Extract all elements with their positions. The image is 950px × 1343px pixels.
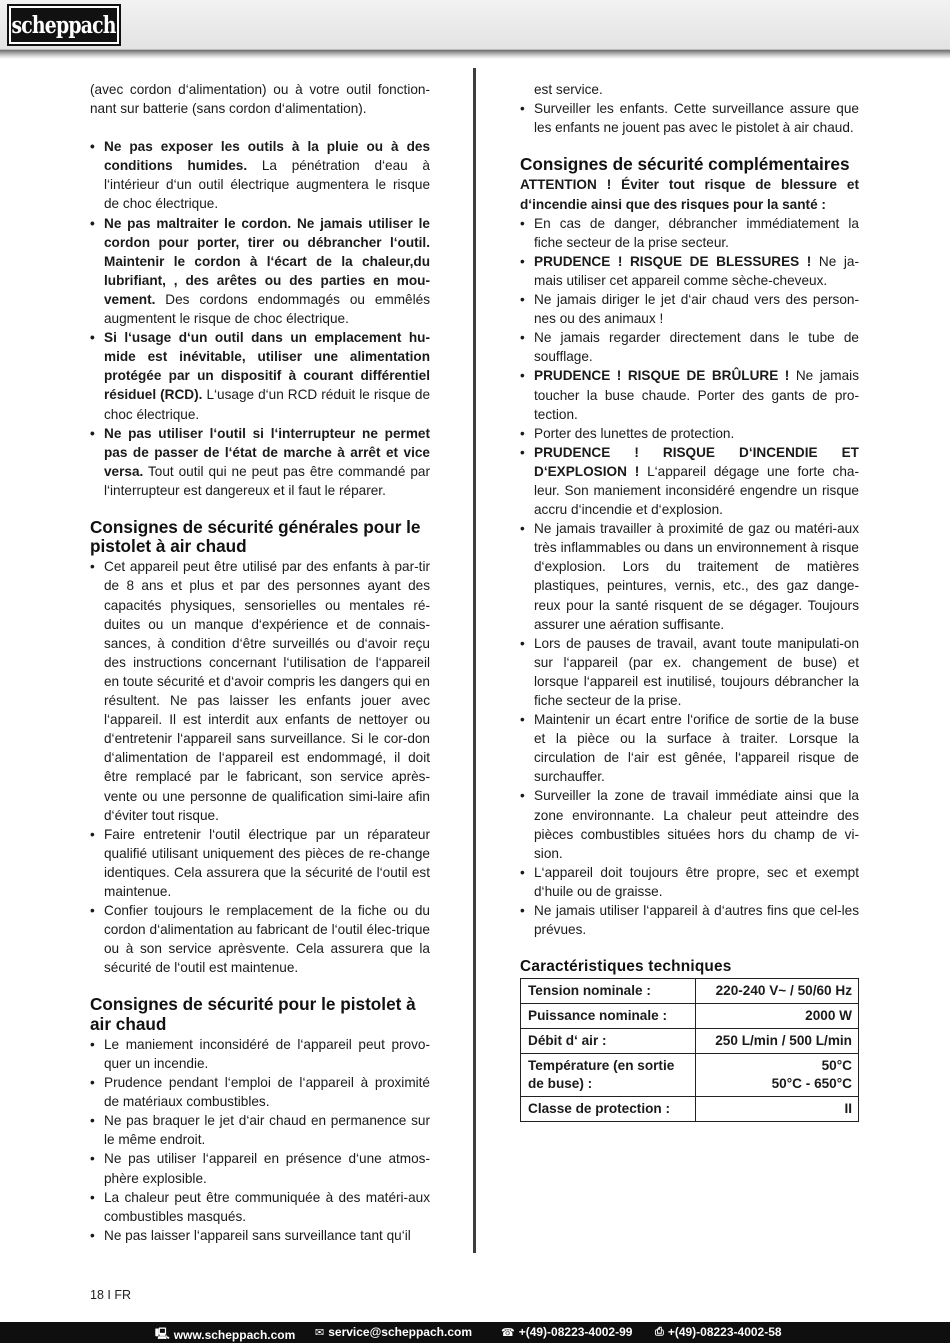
spec-value: II — [696, 1097, 859, 1122]
list-item: • Ne pas braquer le jet d‘air chaud en permanence sur le même endroit. — [90, 1111, 430, 1149]
specs-heading: Caractéristiques techniques — [520, 958, 732, 976]
section-heading-complementary: Consignes de sécurité complémentaires — [520, 154, 850, 175]
list-item: • L‘appareil doit toujours être propre, sec et exempt d‘huile ou de graisse. — [520, 863, 859, 901]
spec-label: Température (en sortie de buse) : — [521, 1054, 696, 1097]
warning-text: ATTENTION ! Éviter tout risque de blessure et d‘incendie ainsi que des risques pour la santé : — [520, 177, 859, 212]
list-item: • Ne pas utiliser l‘appareil en présence d‘une atmos-phère explosible. — [90, 1149, 430, 1187]
fax-text: +(49)-08223-4002-58 — [667, 1325, 782, 1339]
list-item: • Confier toujours le remplacement de la fiche ou du cordon d‘alimentation au fabricant de l‘outil élec-trique ou à son service aprèsvente. Cela assurera que la sécurité de l‘outil est maintenue. — [90, 901, 430, 977]
spec-label: Puissance nominale : — [521, 1004, 696, 1029]
list-item: • Ne pas exposer les outils à la pluie ou à des conditions humides. La pénétration d‘eau à l‘intérieur d‘un outil électrique augmentera le risque de choc électrique. — [90, 137, 430, 213]
email-text: service@scheppach.com — [328, 1325, 472, 1339]
list-item: • La chaleur peut être communiquée à des matéri-aux combustibles masqués. — [90, 1188, 430, 1226]
table-row — [521, 1029, 859, 1054]
list-item: • Ne jamais diriger le jet d‘air chaud vers des person-nes ou des animaux ! — [520, 290, 859, 328]
list-item: • Cet appareil peut être utilisé par des enfants à par-tir de 8 ans et plus et par des personnes ayant des capacités physiques, sensorielles ou mentales ré-duites ou un manque d‘expérience et de connais-sances, à condition d‘être surveillés ou d‘avoir reçu des instructions concernant l‘utilisation de l‘appareil en toute sécurité et d‘avoir compris les dangers qui en résultent. Ne pas laisser les enfants jouer avec l‘appareil. Il est interdit aux enfants de nettoyer ou d‘entretenir l‘appareil sans surveillance. Si le cor-don d‘alimentation de l‘appareil est endommagé, il doit être remplacé par le fabricant, son service après-vente ou une personne de qualification simi-laire afin d‘éviter tout risque. — [90, 557, 430, 824]
section-heading-heat-gun: Consignes de sécurité pour le pistolet à air chaud — [90, 994, 416, 1034]
page-footer — [0, 1322, 950, 1343]
list-item: • Lors de pauses de travail, avant toute manipulati-on sur l‘appareil (par ex. changement de buse) et lorsque l‘appareil est inutilisé, toujours débrancher la fiche secteur de la prise. — [520, 634, 859, 710]
spec-value: 220-240 V~ / 50/60 Hz — [696, 979, 859, 1004]
continued-text: est service. — [534, 82, 603, 97]
list-item: • Ne jamais travailler à proximité de gaz ou matéri-aux très inflammables ou dans un environnement à risque d‘explosion. Lors du traitement de matières plastiques, peintures, vernis, etc., des gaz dange-reux pour la santé risquent de se dégager. Toujours assurer une aération suffisante. — [520, 519, 859, 634]
electrical-safety-list — [90, 137, 430, 500]
fax-icon: ⎙ — [655, 1325, 664, 1338]
complementary-safety-list — [520, 214, 859, 940]
table-row — [521, 1097, 859, 1122]
list-item: • PRUDENCE ! RISQUE D‘INCENDIE ET D‘EXPLOSION ! L‘appareil dégage une forte cha-leur. Son maniement inconsidéré engendre un risque accru d‘incendie et d‘explosion. — [520, 443, 859, 519]
children-list — [520, 99, 859, 137]
spec-value-line: 50°C - 650°C — [771, 1076, 852, 1092]
right-column — [520, 80, 859, 1122]
list-item: • Porter des lunettes de protection. — [520, 424, 859, 443]
page-header — [0, 0, 950, 50]
list-item: • PRUDENCE ! RISQUE DE BLESSURES ! Ne ja-mais utiliser cet appareil comme sèche-cheveux. — [520, 252, 859, 290]
list-item: • Surveiller les enfants. Cette surveillance assure que les enfants ne jouent pas avec le pistolet à air chaud. — [520, 99, 859, 137]
scheppach-logo — [7, 4, 121, 46]
list-item: • En cas de danger, débrancher immédiatement la fiche secteur de la prise secteur. — [520, 214, 859, 252]
column-divider — [473, 68, 476, 1253]
list-item: • Ne pas maltraiter le cordon. Ne jamais utiliser le cordon pour porter, tirer ou débrancher l‘outil. Maintenir le cordon à l‘écart de la chaleur,du lubrifiant, , des arêtes ou des parties en mou-vement. Des cordons endommagés ou emmêlés augmentent le risque de choc électrique. — [90, 214, 430, 329]
table-row — [521, 1004, 859, 1029]
footer-phone[interactable] — [501, 1325, 632, 1339]
list-item: • Faire entretenir l‘outil électrique par un réparateur qualifié utilisant uniquement des pièces de re-change identiques. Cela assurera que la sécurité de l‘outil est maintenue. — [90, 825, 430, 901]
footer-fax[interactable] — [655, 1325, 782, 1339]
list-item: • Ne jamais regarder directement dans le tube de soufflage. — [520, 328, 859, 366]
list-item: • Ne pas laisser l‘appareil sans surveillance tant qu‘il — [90, 1226, 430, 1245]
section-heading-general: Consignes de sécurité générales pour le pistolet à air chaud — [90, 516, 421, 557]
spec-value: 250 L/min / 500 L/min — [696, 1029, 859, 1054]
table-row — [521, 979, 859, 1004]
intro-paragraph: (avec cordon d‘alimentation) ou à votre outil fonction-nant sur batterie (sans cordon d‘alimentation). — [90, 82, 430, 117]
list-item: • Ne pas utiliser l‘outil si l‘interrupteur ne permet pas de passer de l‘état de marche à arrêt et vice versa. Tout outil qui ne peut pas être commandé par l‘interrupteur est dangereux et il faut le réparer. — [90, 424, 430, 500]
spec-label: Débit d‘ air : — [521, 1029, 696, 1054]
spec-label: Classe de protection : — [521, 1097, 696, 1122]
heat-gun-safety-list — [90, 1035, 430, 1245]
list-item: • Surveiller la zone de travail immédiate ainsi que la zone environnante. La chaleur peut atteindre des pièces combustibles situées hors du champ de vi-sion. — [520, 786, 859, 862]
specs-table — [520, 978, 859, 1122]
list-item: • PRUDENCE ! RISQUE DE BRÛLURE ! Ne jamais toucher la buse chaude. Porter des gants de pro-tection. — [520, 366, 859, 423]
spec-label: Tension nominale : — [521, 979, 696, 1004]
spec-value-line: 50°C — [821, 1058, 852, 1074]
list-item: • Ne jamais utiliser l‘appareil à d‘autres fins que cel-les prévues. — [520, 901, 859, 939]
logo-text: scheppach — [11, 11, 117, 39]
footer-email[interactable] — [315, 1325, 472, 1339]
general-safety-list — [90, 557, 430, 977]
list-item: • Si l‘usage d‘un outil dans un emplacement hu-mide est inévitable, utiliser une alimentation protégée par un dispositif à courant différentiel résiduel (RCD). L‘usage d‘un RCD réduit le risque de choc électrique. — [90, 328, 430, 423]
list-item: • Maintenir un écart entre l‘orifice de sortie de la buse et la pièce ou la surface à traiter. Lorsque la circulation de l‘air est gênée, l‘appareil risque de surchauffer. — [520, 710, 859, 786]
page-number: 18 I FR — [90, 1288, 131, 1302]
spec-value: 2000 W — [696, 1004, 859, 1029]
header-shadow — [0, 50, 950, 59]
list-item: • Le maniement inconsidéré de l‘appareil peut provo-quer un incendie. — [90, 1035, 430, 1073]
spec-value — [696, 1054, 859, 1097]
website-text: www.scheppach.com — [173, 1327, 296, 1342]
list-item: • Prudence pendant l‘emploi de l‘appareil à proximité de matériaux combustibles. — [90, 1073, 430, 1111]
mail-icon: ✉ — [315, 1326, 325, 1339]
table-row — [521, 1054, 859, 1097]
computer-icon: 🖳 — [155, 1328, 170, 1340]
footer-website[interactable] — [155, 1325, 295, 1343]
phone-text: +(49)-08223-4002-99 — [518, 1325, 633, 1339]
left-column — [90, 80, 430, 1245]
phone-icon: ☎ — [501, 1326, 515, 1339]
